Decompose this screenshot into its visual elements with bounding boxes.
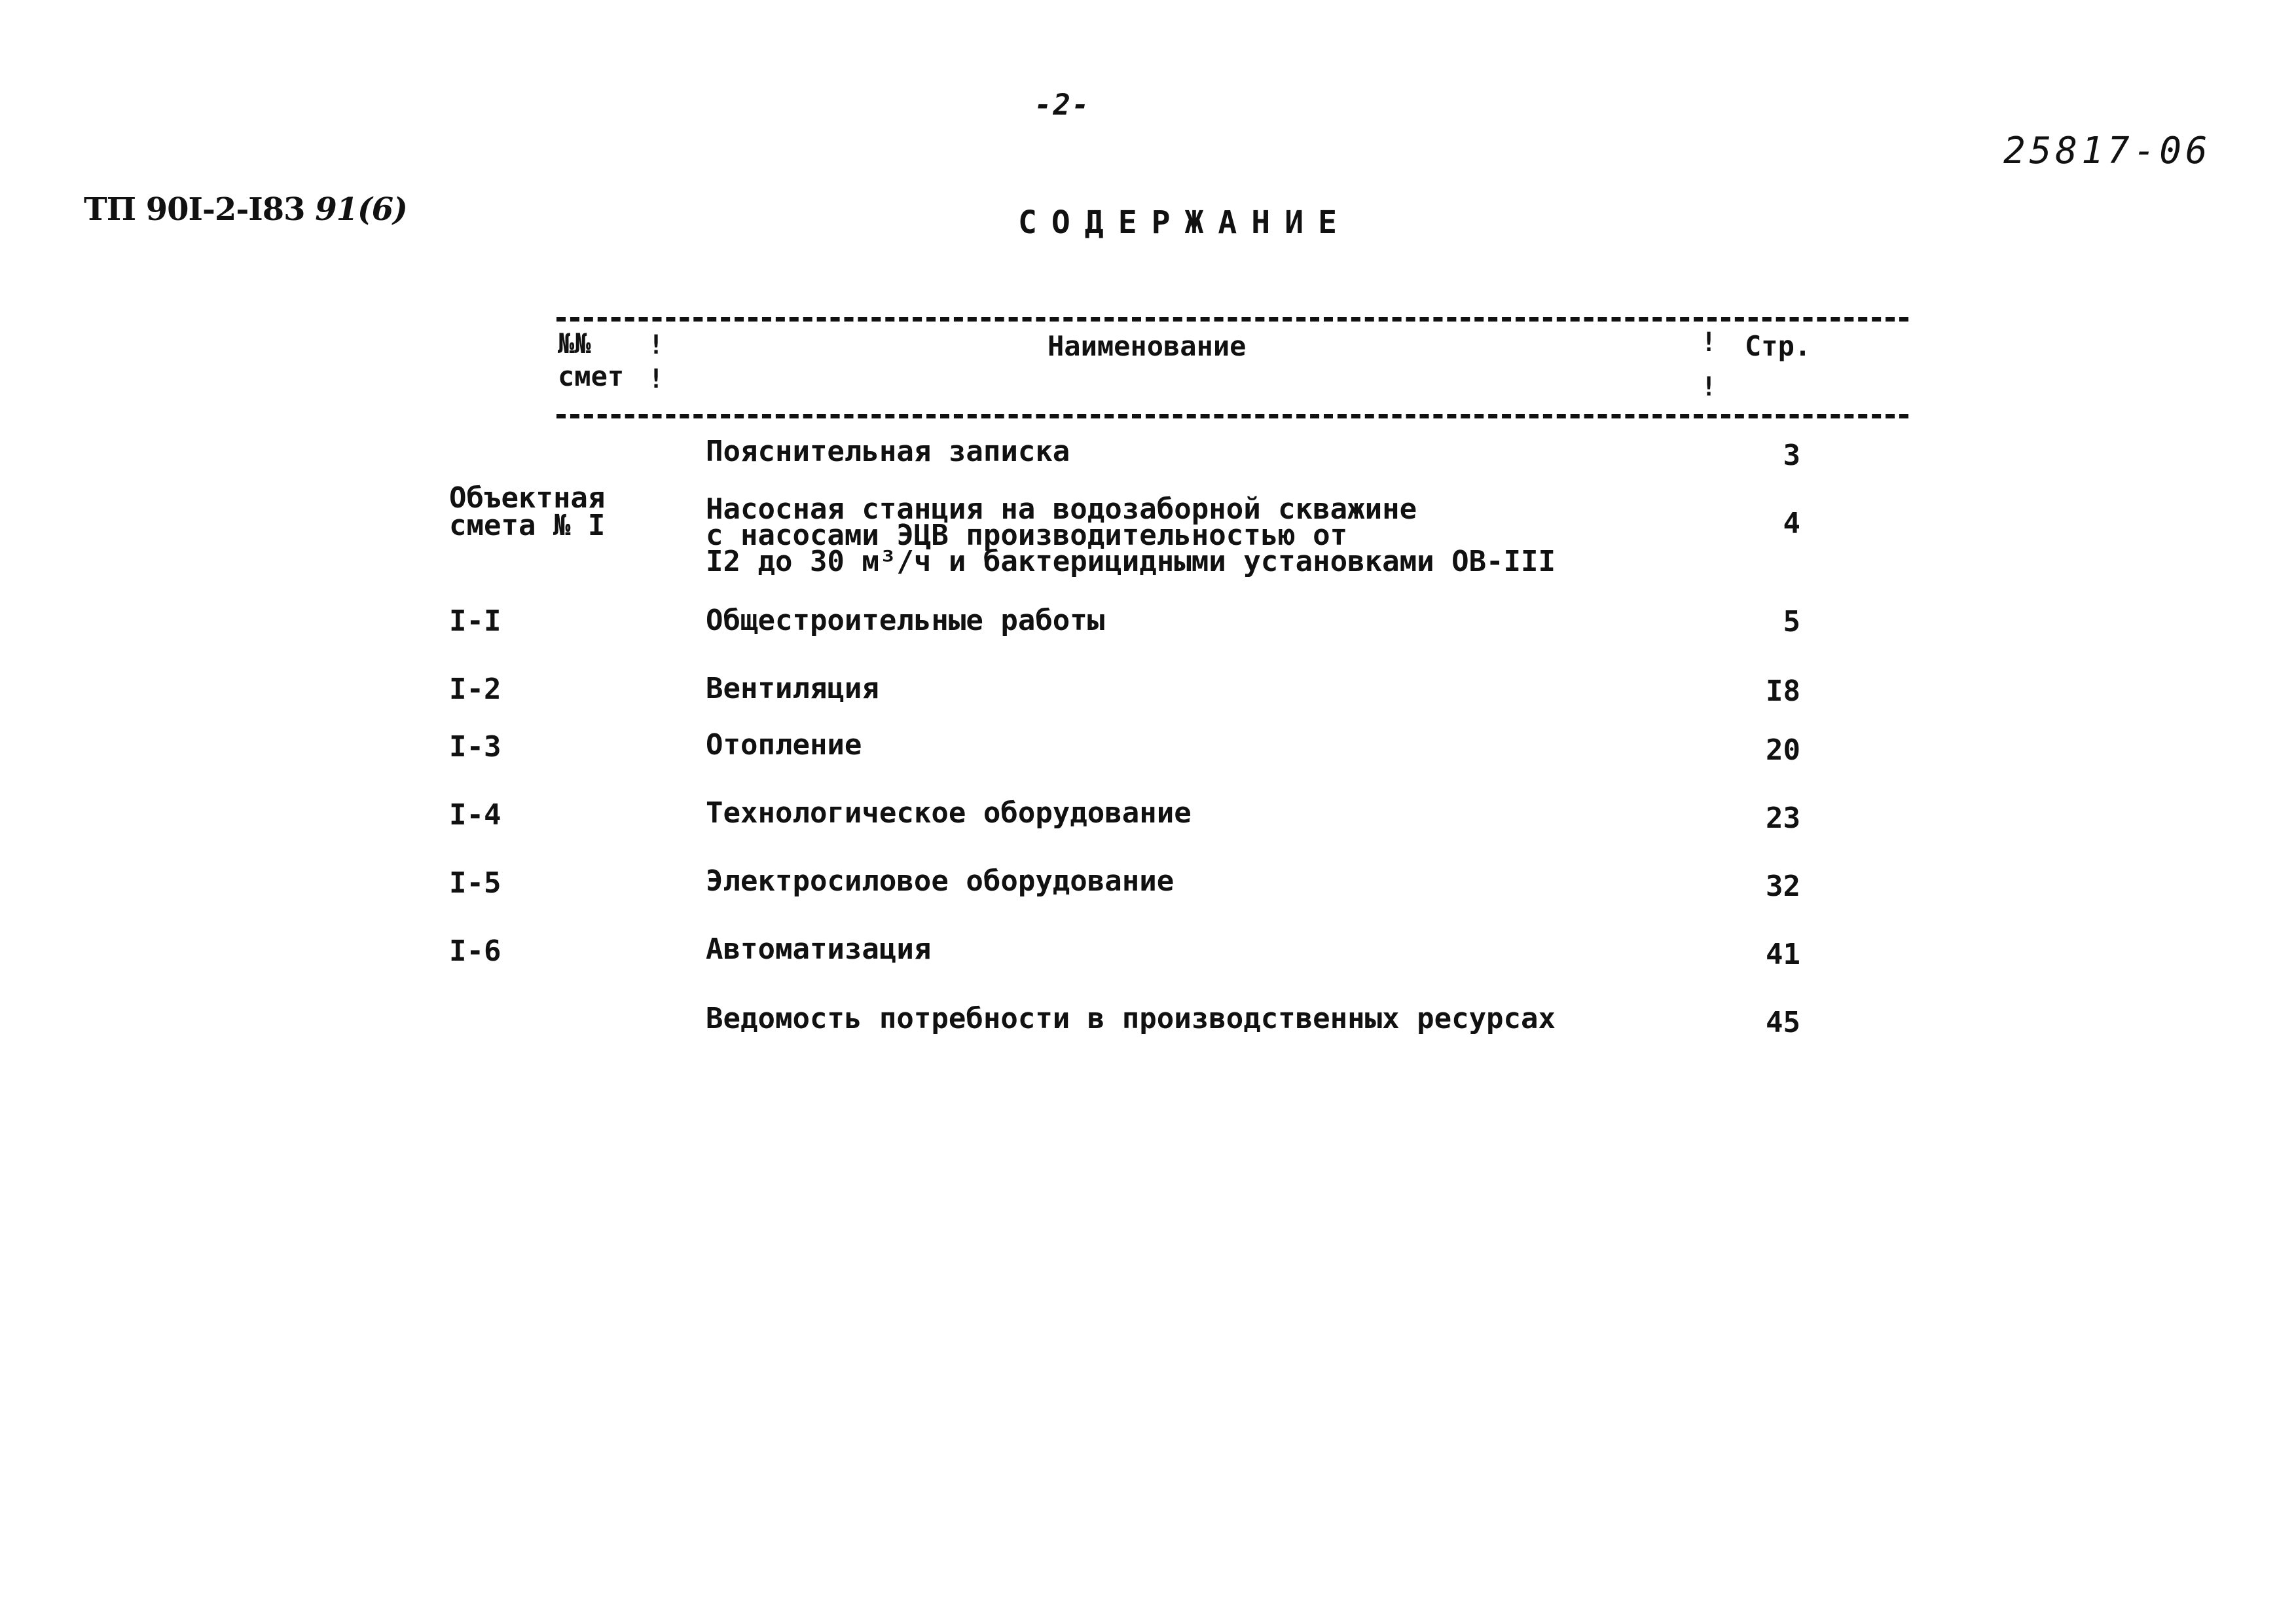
header-page: Стр.: [1745, 330, 1812, 362]
toc-item-number: I-2: [449, 673, 501, 706]
table-top-rule: [556, 317, 1908, 322]
toc-item-name-line3: I2 до 30 м³/ч и бактерицидными установками ОВ-III: [706, 545, 1556, 578]
toc-item-page: 3: [1783, 439, 1800, 472]
toc-item-page: 20: [1766, 733, 1800, 767]
toc-item-name: Автоматизация: [706, 932, 932, 966]
header-separator: !: [648, 330, 665, 360]
page-number: -2-: [1034, 88, 1091, 122]
toc-item-number: I-I: [449, 604, 501, 638]
header-num-line2: смет: [558, 360, 625, 392]
project-code-main: ТП 90I-2-I83: [84, 191, 305, 228]
toc-item-number: I-4: [449, 798, 501, 832]
header-estimate-number: [558, 327, 624, 393]
toc-item-name: Технологическое оборудование: [706, 796, 1192, 830]
header-separator: !: [1701, 372, 1717, 402]
toc-item-name: Электросиловое оборудование: [706, 864, 1175, 898]
header-separator: !: [648, 364, 665, 394]
toc-item-page: 45: [1766, 1006, 1800, 1039]
toc-item-name-line1: Насосная станция на водозаборной скважине: [706, 492, 1417, 526]
toc-item-page: 4: [1783, 507, 1800, 540]
header-num-line1: №№: [558, 327, 591, 360]
toc-item-name: Ведомость потребности в производственных ресурсах: [706, 1002, 1556, 1035]
table-header-rule: [556, 414, 1908, 418]
toc-item-name: Общестроительные работы: [706, 604, 1105, 637]
toc-item-name: Вентиляция: [706, 672, 879, 705]
header-separator: !: [1701, 327, 1717, 358]
project-code: [84, 191, 407, 228]
toc-item-number-line1: Объектная: [449, 481, 606, 515]
page-title: СОДЕРЖАНИЕ: [1018, 204, 1351, 241]
toc-item-number: [449, 481, 606, 542]
document-number: 25817-06: [2003, 130, 2212, 172]
toc-item-name: Пояснительная записка: [706, 435, 1070, 468]
toc-item-name-line2: с насосами ЭЦВ производительностью от: [706, 519, 1348, 552]
toc-item-number-line2: смета № I: [449, 509, 606, 542]
toc-item-name: [706, 492, 1556, 578]
toc-item-page: 41: [1766, 938, 1800, 971]
toc-item-page: 23: [1766, 802, 1800, 835]
toc-item-page: 32: [1766, 870, 1800, 903]
toc-item-number: I-6: [449, 934, 501, 968]
toc-item-name: Отопление: [706, 728, 862, 762]
toc-item-number: I-3: [449, 730, 501, 764]
toc-item-number: I-5: [449, 866, 501, 900]
toc-item-page: I8: [1766, 674, 1800, 708]
project-code-suffix: 91(6): [315, 191, 407, 228]
toc-item-page: 5: [1783, 605, 1800, 638]
header-name: Наименование: [1048, 330, 1247, 362]
